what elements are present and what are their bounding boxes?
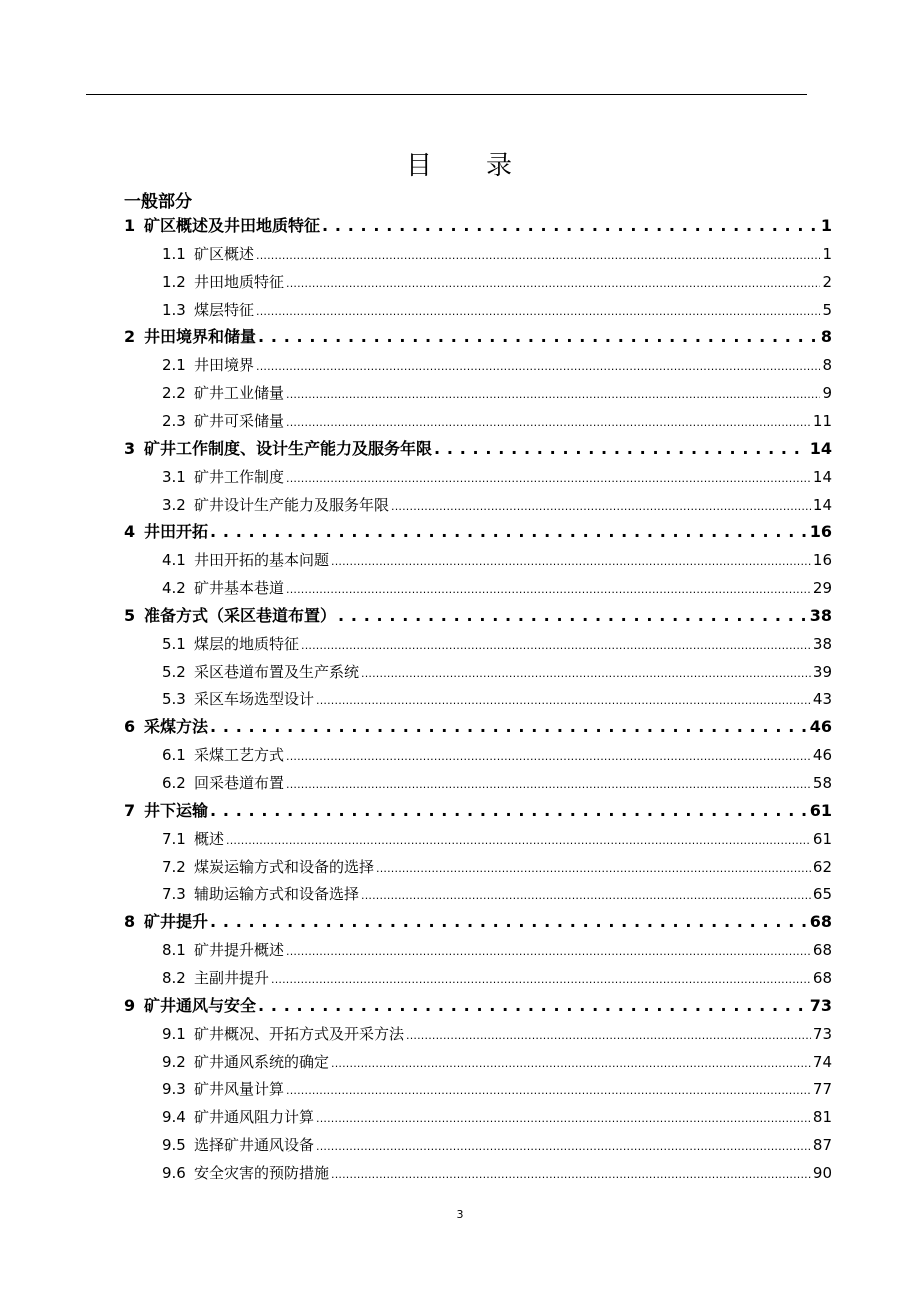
toc-dot-leader [331, 548, 811, 574]
toc-entry-number: 4.2 [162, 579, 186, 598]
toc-dot-leader [286, 938, 811, 964]
toc-entry-number: 9 [124, 995, 136, 1015]
section-label: 一般部分 [124, 192, 192, 212]
toc-entry-number: 3.1 [162, 467, 186, 486]
toc-dot-leader [286, 576, 811, 602]
toc-chapter-entry[interactable] [124, 325, 832, 349]
toc-entry-page: 1 [822, 244, 832, 263]
toc-section-entry[interactable] [162, 493, 832, 517]
toc-chapter-entry[interactable] [124, 799, 832, 823]
toc-entry-page: 74 [812, 1052, 832, 1071]
toc-chapter-entry[interactable] [124, 910, 832, 934]
toc-entry-page: 38 [809, 605, 832, 625]
title-char-1: 目 [405, 151, 434, 181]
toc-entry-title: 安全灾害的预防措施 [194, 1163, 330, 1182]
toc-section-entry[interactable] [162, 1022, 832, 1046]
toc-entry-title: 采区车场选型设计 [194, 690, 315, 709]
toc-entry-number: 7.3 [162, 885, 186, 904]
toc-dot-leader [391, 493, 811, 519]
toc-entry-title: 矿井基本巷道 [194, 579, 285, 598]
toc-entry-number: 3.2 [162, 495, 186, 514]
toc-chapter-entry[interactable] [124, 437, 832, 461]
toc-dot-leader [286, 743, 811, 769]
toc-entry-page: 73 [812, 1024, 832, 1043]
toc-entry-title: 辅助运输方式和设备选择 [194, 885, 360, 904]
toc-entry-number: 1.3 [162, 300, 186, 319]
toc-section-entry[interactable] [162, 381, 832, 405]
toc-entry-title: 矿井提升概述 [194, 941, 285, 960]
toc-entry-number: 9.6 [162, 1163, 186, 1182]
toc-section-entry[interactable] [162, 548, 832, 572]
toc-dot-leader [316, 1133, 811, 1159]
toc-entry-number: 6.2 [162, 774, 186, 792]
toc-entry-title: 井田开拓的基本问题 [194, 551, 330, 570]
toc-section-entry[interactable] [162, 242, 832, 266]
toc-entry-number: 4 [124, 522, 136, 542]
toc-entry-title: 概述 [194, 829, 225, 848]
toc-entry-page: 77 [812, 1080, 832, 1099]
toc-entry-page: 61 [809, 800, 832, 820]
toc-entry-page: 16 [809, 522, 832, 542]
toc-entry-page: 38 [812, 634, 832, 653]
toc-entry-title: 矿井提升 [144, 912, 209, 932]
toc-entry-number: 7.2 [162, 857, 186, 876]
toc-dot-leader [286, 465, 811, 491]
toc-entry-title: 煤层的地质特征 [194, 634, 300, 653]
toc-entry-number: 5 [124, 605, 136, 625]
toc-entry-title: 矿井工作制度 [194, 467, 285, 486]
toc-entry-number: 4.1 [162, 551, 186, 570]
toc-section-entry[interactable] [162, 855, 832, 879]
toc-entry-number: 7.1 [162, 829, 186, 848]
toc-entry-number: 9.5 [162, 1136, 186, 1155]
toc-entry-page: 5 [822, 300, 832, 319]
toc-dot-leader [286, 771, 811, 797]
toc-dot-leader [286, 1077, 811, 1103]
toc-chapter-entry[interactable] [124, 715, 832, 739]
toc-dot-leader [271, 966, 811, 992]
toc-entry-number: 1 [124, 216, 136, 235]
toc-section-entry[interactable] [162, 1133, 832, 1157]
toc-section-entry[interactable] [162, 465, 832, 489]
toc-dot-leader [301, 632, 811, 658]
toc-entry-title: 矿区概述及井田地质特征 [144, 216, 321, 235]
toc-section-entry[interactable] [162, 827, 832, 851]
toc-dot-leader [286, 381, 820, 407]
toc-dot-leader [322, 214, 819, 238]
toc-entry-number: 2.1 [162, 356, 186, 375]
toc-entry-page: 62 [812, 857, 832, 876]
toc-section-entry[interactable] [162, 298, 832, 322]
toc-entry-title: 选择矿井通风设备 [194, 1136, 315, 1155]
toc-entry-title: 煤炭运输方式和设备的选择 [194, 857, 375, 876]
toc-entry-page: 46 [809, 717, 832, 737]
toc-entry-page: 46 [812, 746, 832, 765]
toc-entry-number: 2.2 [162, 384, 186, 403]
toc-section-entry[interactable] [162, 771, 832, 795]
toc-entry-number: 8.1 [162, 941, 186, 960]
toc-section-entry[interactable] [162, 687, 832, 711]
toc-dot-leader [286, 409, 811, 435]
footer-page-number: 3 [456, 1208, 464, 1221]
toc-entry-title: 矿井概况、开拓方式及开采方法 [194, 1024, 405, 1043]
toc-entry-page: 2 [822, 272, 832, 291]
toc-entry-number: 9.2 [162, 1052, 186, 1071]
toc-section-entry[interactable] [162, 1105, 832, 1129]
toc-section-entry[interactable] [162, 660, 832, 684]
toc-entry-title: 矿井可采储量 [194, 411, 285, 430]
toc-entry-title: 井下运输 [144, 800, 209, 820]
toc-entry-page: 43 [812, 690, 832, 709]
toc-entry-title: 矿井通风阻力计算 [194, 1108, 315, 1127]
toc-dot-leader [406, 1022, 811, 1048]
toc-entry-title: 回采巷道布置 [194, 774, 285, 792]
toc-dot-leader [256, 353, 820, 379]
toc-dot-leader [210, 715, 808, 739]
page-title [0, 145, 920, 182]
toc-chapter-entry[interactable] [124, 994, 832, 1018]
toc-entry-page: 90 [812, 1163, 832, 1182]
toc-section-entry[interactable] [162, 1050, 832, 1074]
toc-entry-number: 6.1 [162, 746, 186, 765]
toc-entry-number: 9.3 [162, 1080, 186, 1099]
toc-dot-leader [361, 882, 811, 908]
toc-entry-page: 65 [812, 885, 832, 904]
toc-entry-number: 5.3 [162, 690, 186, 709]
toc-dot-leader [286, 270, 820, 296]
toc-entry-page: 14 [812, 495, 832, 514]
toc-section-entry[interactable] [162, 938, 832, 962]
toc-entry-title: 矿井工作制度、设计生产能力及服务年限 [144, 438, 433, 458]
toc-entry-number: 9.1 [162, 1024, 186, 1043]
toc-entry-page: 1 [820, 216, 832, 235]
toc-entry-title: 井田境界和储量 [144, 327, 257, 347]
toc-entry-number: 2 [124, 327, 136, 347]
toc-entry-title: 矿井风量计算 [194, 1080, 285, 1099]
toc-section-entry[interactable] [162, 353, 832, 377]
toc-chapter-entry[interactable] [124, 604, 832, 628]
toc-entry-title: 矿井设计生产能力及服务年限 [194, 495, 390, 514]
toc-dot-leader [316, 1105, 811, 1131]
toc-entry-title: 矿井通风系统的确定 [194, 1052, 330, 1071]
toc-section-entry[interactable] [162, 1077, 832, 1101]
toc-dot-leader [210, 910, 808, 934]
toc-dot-leader [331, 1050, 811, 1076]
toc-entry-number: 8.2 [162, 968, 186, 987]
toc-entry-page: 58 [812, 774, 832, 792]
toc-dot-leader [256, 298, 820, 324]
toc-chapter-entry[interactable] [124, 520, 832, 544]
header-rule [86, 94, 807, 95]
toc-dot-leader [361, 660, 811, 686]
toc-section-entry[interactable] [162, 743, 832, 767]
toc-dot-leader [210, 520, 808, 544]
toc-entry-title: 主副井提升 [194, 968, 270, 987]
toc-entry-page: 81 [812, 1108, 832, 1127]
title-char-2: 录 [486, 151, 515, 181]
toc-entry-page: 11 [812, 411, 832, 430]
toc-entry-number: 1.2 [162, 272, 186, 291]
toc-dot-leader [210, 799, 808, 823]
toc-chapter-entry[interactable] [124, 214, 832, 238]
toc-entry-number: 2.3 [162, 411, 186, 430]
toc-section-entry[interactable] [162, 270, 832, 294]
toc-entry-number: 3 [124, 438, 136, 458]
toc-dot-leader [226, 827, 811, 853]
toc-section-entry[interactable] [162, 966, 832, 990]
toc-dot-leader [434, 437, 808, 461]
toc-entry-title: 井田地质特征 [194, 272, 285, 291]
toc-entry-page: 68 [812, 941, 832, 960]
toc-entry-page: 14 [812, 467, 832, 486]
toc-entry-page: 39 [812, 662, 832, 681]
toc-entry-number: 7 [124, 800, 136, 820]
toc-entry-title: 采区巷道布置及生产系统 [194, 662, 360, 681]
toc-entry-page: 68 [812, 968, 832, 987]
toc-dot-leader [331, 1161, 811, 1187]
toc-entry-page: 9 [822, 384, 832, 403]
toc-entry-page: 29 [812, 579, 832, 598]
toc-entry-title: 井田境界 [194, 356, 255, 375]
toc-entry-number: 8 [124, 912, 136, 932]
toc-entry-page: 73 [809, 995, 832, 1015]
toc-entry-number: 1.1 [162, 244, 186, 263]
toc-dot-leader [256, 242, 820, 268]
toc-entry-title: 采煤方法 [144, 717, 209, 737]
toc-section-entry[interactable] [162, 576, 832, 600]
toc-dot-leader [258, 325, 819, 349]
toc-section-entry[interactable] [162, 1161, 832, 1185]
toc-entry-title: 矿井通风与安全 [144, 995, 257, 1015]
toc-entry-number: 5.2 [162, 662, 186, 681]
toc-dot-leader [376, 855, 811, 881]
toc-section-entry[interactable] [162, 409, 832, 433]
toc-entry-page: 8 [820, 327, 832, 347]
toc-entry-title: 采煤工艺方式 [194, 746, 285, 765]
toc-entry-number: 9.4 [162, 1108, 186, 1127]
toc-entry-title: 煤层特征 [194, 300, 255, 319]
toc-entry-number: 6 [124, 717, 136, 737]
toc-entry-title: 井田开拓 [144, 522, 209, 542]
toc-entry-title: 矿区概述 [194, 244, 255, 263]
toc-entry-page: 68 [809, 912, 832, 932]
toc-entry-title: 矿井工业储量 [194, 384, 285, 403]
toc-entry-title: 准备方式（采区巷道布置） [144, 605, 337, 625]
toc-section-entry[interactable] [162, 882, 832, 906]
toc-section-entry[interactable] [162, 632, 832, 656]
toc-dot-leader [258, 994, 808, 1018]
toc-entry-page: 14 [809, 438, 832, 458]
toc-dot-leader [338, 604, 808, 628]
toc-entry-page: 8 [822, 356, 832, 375]
toc-entry-page: 16 [812, 551, 832, 570]
toc-entry-number: 5.1 [162, 634, 186, 653]
toc-dot-leader [316, 687, 811, 713]
toc-entry-page: 87 [812, 1136, 832, 1155]
toc-entry-page: 61 [812, 829, 832, 848]
